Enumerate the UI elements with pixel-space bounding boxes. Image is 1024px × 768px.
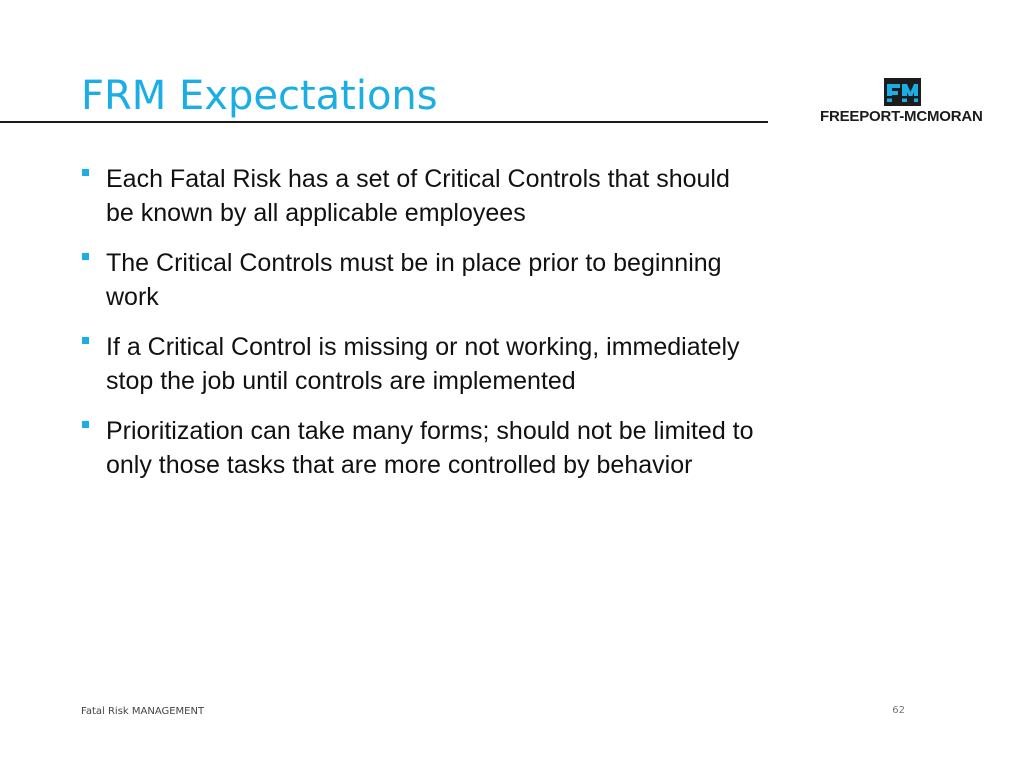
bullet-square-icon [82,169,89,176]
footer-label: Fatal Risk MANAGEMENT [81,706,205,717]
bullet-text: The Critical Controls must be in place prior to beginning work [106,249,722,311]
logo-mark-icon [884,78,921,106]
bullet-square-icon [82,337,89,344]
slide-title: FRM Expectations [81,73,438,119]
bullet-text: Prioritization can take many forms; should not be limited to only those tasks that are more controlled by behavior [106,417,754,479]
title-divider [0,121,768,123]
logo-wordmark: FREEPORT-MCMORAN [820,108,983,125]
bullet-square-icon [82,421,89,428]
bullet-text: Each Fatal Risk has a set of Critical Controls that should be known by all applicable employees [106,165,730,227]
company-logo [818,78,994,128]
bullet-item [80,414,760,482]
bullet-list [80,162,760,498]
bullet-item [80,246,760,314]
bullet-square-icon [82,253,89,260]
bullet-item [80,162,760,230]
page-number: 62 [892,705,905,716]
bullet-item [80,330,760,398]
bullet-text: If a Critical Control is missing or not working, immediately stop the job until controls are implemented [106,333,740,395]
